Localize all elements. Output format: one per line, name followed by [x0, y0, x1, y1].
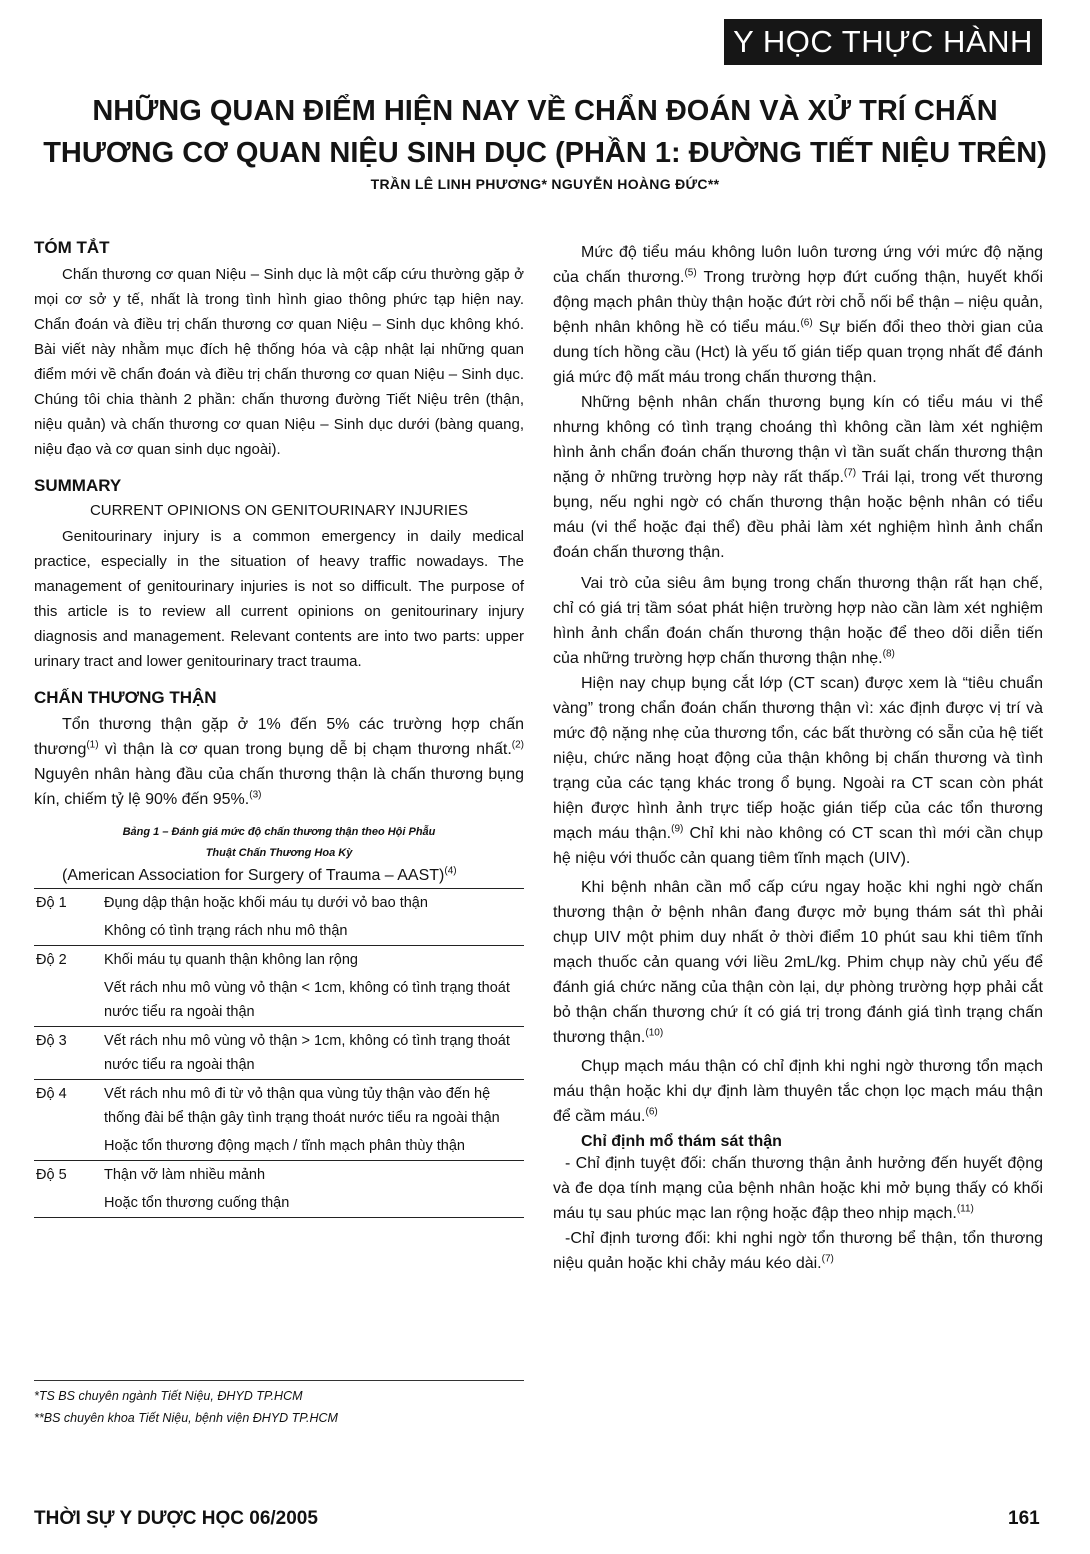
journal-footer: THỜI SỰ Y DƯỢC HỌC 06/2005: [34, 1508, 318, 1529]
summary-subtitle: CURRENT OPINIONS ON GENITOURINARY INJURIES: [89, 502, 469, 519]
kidney-paragraph: [34, 712, 524, 812]
paragraph: [553, 1226, 1043, 1276]
section-badge: Y HỌC THỰC HÀNH: [724, 19, 1042, 65]
paragraph: [553, 671, 1043, 871]
grade-description: Hoặc tổn thương cuống thận: [104, 1189, 524, 1218]
reference: (10): [645, 1027, 664, 1039]
table-row: [34, 946, 524, 975]
grade-description: Đụng dập thận hoặc khối máu tụ dưới vỏ bao thận: [104, 889, 524, 918]
text-run: Chụp mạch máu thận có chỉ định khi nghi ngờ thương tổn mạch máu thận hoặc khi dự định làm thuyên tắc chọn lọc mạch máu thận để cầm máu.: [553, 1058, 1043, 1125]
table-row: [34, 889, 524, 918]
text-run: -Chỉ định tương đối: khi nghi ngờ tổn thương bể thận, tổn thương niệu quản hoặc khi chảy máu kéo dài.: [553, 1230, 1043, 1272]
text-run: Nguyên nhân hàng đầu của chấn thương thận là chấn thương bụng kín, chiếm tỷ lệ 90% đến 95%.: [34, 766, 524, 808]
reference: (7): [843, 467, 857, 479]
reference: (8): [882, 648, 895, 660]
reference: (2): [511, 739, 524, 751]
footnote-2: **BS chuyên khoa Tiết Niệu, bệnh viện ĐHYD TP.HCM: [34, 1411, 338, 1425]
text-run: Sự biến đổi theo thời gian của dung tích hồng cầu (Hct) là yếu tố gián tiếp quan trọng nhất để đánh giá mức độ mất máu trong chấn thương thận.: [553, 319, 1043, 386]
page-number: 161: [1008, 1508, 1040, 1529]
grade-level: Độ 1: [34, 889, 104, 918]
text-run: Mức độ tiểu máu không luôn luôn tương ứng với mức độ nặng của chấn thương.: [553, 244, 1043, 286]
table-row: [34, 1161, 524, 1190]
grade-level: [34, 974, 104, 1027]
text-run: Tổn thương thận gặp ở 1% đến 5% các trường hợp chấn thương: [34, 716, 524, 758]
paragraph: [553, 875, 1043, 1050]
text-run: Khi bệnh nhân cần mổ cấp cứu ngay hoặc khi nghi ngờ chấn thương thận ở bệnh nhân đang được mở bụng thám sát thì phải chụp UIV một phim duy nhất ở thời điểm 10 phút sau khi tiêm tĩnh mạch thuốc cản quang với liều 2mL/kg. Phim chụp này chủ yếu để đánh giá chức năng của thận còn lại, dự phòng trường hợp phải cắt bỏ thận chấn thương chứ ít có giá trị trong đánh giá tình trạng chấn thương thận.: [553, 879, 1043, 1046]
paragraph: [553, 240, 1043, 390]
footnote-1: *TS BS chuyên ngành Tiết Niệu, ĐHYD TP.HCM: [34, 1389, 303, 1403]
paragraph: [553, 1151, 1043, 1226]
text-run: Chỉ khi nào không có CT scan thì mới cần chụp hệ niệu với thuốc cản quang tiêm tĩnh mạch (UIV).: [553, 825, 1043, 867]
reference: (6): [645, 1106, 658, 1118]
grade-level: Độ 5: [36, 1167, 67, 1183]
caption-line-1: Bảng 1 – Đánh giá mức độ chấn thương thận theo Hội Phẫu: [122, 826, 436, 838]
reference: (4): [444, 865, 457, 877]
section-heading-kidney: CHẤN THƯƠNG THẬN: [34, 688, 217, 707]
grade-description: Vết rách nhu mô vùng vỏ thận > 1cm, không có tình trạng thoát nước tiểu ra ngoài thận: [104, 1027, 524, 1080]
grade-description: Khối máu tụ quanh thận không lan rộng: [104, 952, 358, 968]
grade-description: Không có tình trạng rách nhu mô thận: [104, 917, 524, 946]
paragraph: [553, 390, 1043, 565]
text-run: Những bệnh nhân chấn thương bụng kín có tiểu máu vi thể nhưng không có tình trạng choáng thì không cần làm xét nghiệm hình ảnh chẩn đoán chấn thương thận vì tần suất chấn thương thận nặng ở những trường hợp này rất thấp.: [553, 394, 1043, 486]
grade-description: Vết rách nhu mô đi từ vỏ thận qua vùng tủy thận vào đến hệ thống đài bể thận gây tình trạng thoát nước tiểu ra ngoài thận: [104, 1086, 500, 1126]
table-row: [34, 1189, 524, 1218]
title-line-2: THƯƠNG CƠ QUAN NIỆU SINH DỤC (PHẦN 1: ĐƯỜNG TIẾT NIỆU TRÊN): [43, 137, 1047, 169]
reference: (5): [684, 267, 697, 279]
text-run: vì thận là cơ quan trong bụng dễ bị chạm thương nhất.: [98, 741, 512, 758]
table-row: [34, 917, 524, 946]
grading-table: [34, 888, 524, 1218]
reference: (11): [956, 1203, 974, 1215]
grade-level: Độ 2: [36, 952, 67, 968]
grade-level: [34, 1189, 104, 1218]
title-line-1: NHỮNG QUAN ĐIỂM HIỆN NAY VỀ CHẨN ĐOÁN VÀ XỬ TRÍ CHẤN: [92, 95, 998, 127]
summary-heading: SUMMARY: [34, 476, 122, 495]
table-row: [34, 1080, 524, 1133]
reference: (6): [800, 317, 813, 329]
table-source: [34, 864, 524, 888]
grade-description: Vết rách nhu mô vùng vỏ thận < 1cm, không có tình trạng thoát nước tiểu ra ngoài thận: [104, 974, 524, 1027]
abstract-text: Chấn thương cơ quan Niệu – Sinh dục là một cấp cứu thường gặp ở mọi cơ sở y tế, nhất là trong tình hình giao thông phức tạp hiện nay. Chẩn đoán và điều trị chấn thương cơ quan Niệu – Sinh dục không khó. Bài viết này nhằm mục đích hệ thống hóa và cập nhật lại những quan điểm mới về chẩn đoán và điều trị chấn thương cơ quan Niệu – Sinh dục. Chúng tôi chia thành 2 phần: chấn thương đường Tiết Niệu trên (thận, niệu quản) và chấn thương cơ quan Niệu – Sinh dục dưới (bàng quang, niệu đạo và cơ quan sinh dục ngoài).: [34, 266, 524, 458]
text-run: - Chỉ định tuyệt đối: chấn thương thận ảnh hưởng đến huyết động và đe dọa tính mạng của bệnh nhân hoặc khi mở bụng thấy có khối máu tụ sau phúc mạc lan rộng hoặc đập theo nhịp mạch.: [553, 1155, 1043, 1222]
paragraph: [553, 571, 1043, 671]
paragraph: [553, 1054, 1043, 1129]
article-title: [30, 90, 1060, 174]
footnotes: [34, 1380, 524, 1429]
grade-description: Thận vỡ làm nhiều mảnh: [104, 1167, 266, 1183]
text-run: Trái lại, trong vết thương bụng, nếu nghi ngờ có chấn thương thận hoặc bệnh nhân có tiểu máu (vi thể hoặc đại thể) đều phải làm xét nghiệm hình ảnh chẩn đoán chấn thương thận.: [553, 469, 1043, 561]
text-run: Trong trường hợp đứt cuống thận, huyết khối động mạch phân thùy thận hoặc đứt rời chỗ nối bể thận – niệu quản, bệnh nhân không hề có tiểu máu.: [553, 269, 1043, 336]
grade-level: [34, 1132, 104, 1161]
grade-level: [34, 917, 104, 946]
right-column: [553, 240, 1043, 1276]
grade-level: Độ 4: [36, 1086, 67, 1102]
text-run: Vai trò của siêu âm bụng trong chấn thương thận rất hạn chế, chỉ có giá trị tầm sóat phát hiện trường hợp nào cần làm xét nghiệm hình ảnh chẩn đoán chấn thương thận hoặc để theo dõi diễn tiến của những trường hợp chấn thương thận nhẹ.: [553, 575, 1043, 667]
table-row: [34, 974, 524, 1027]
subheading: Chỉ định mổ thám sát thận: [581, 1133, 782, 1150]
table-row: [34, 1027, 524, 1080]
caption-line-2: Thuật Chấn Thương Hoa Kỳ: [205, 847, 353, 859]
reference: (7): [821, 1253, 834, 1265]
summary-text: Genitourinary injury is a common emergency in daily medical practice, especially in the situation of heavy traffic nowadays. The management of genitourinary injuries is not so difficult. The purpose of this article is to review all current opinions on genitourinary injury diagnosis and management. Relevant contents are into two parts: upper urinary tract and lower genitourinary tract trauma.: [34, 528, 524, 670]
authors: TRẦN LÊ LINH PHƯƠNG* NGUYỄN HOÀNG ĐỨC**: [370, 176, 720, 192]
reference: (1): [86, 739, 99, 751]
table-row: [34, 1132, 524, 1161]
grade-level: Độ 3: [34, 1027, 104, 1080]
reference: (3): [249, 789, 262, 801]
reference: (9): [671, 823, 684, 835]
text-run: Hiện nay chụp bụng cắt lớp (CT scan) được xem là “tiêu chuẩn vàng” trong chẩn đoán chấn thương thận vì: xác định được vị trí và mức độ nặng nhẹ của thương tổn, các bất thường có sẵn của hệ tiết niệu, chức năng hoạt động của thận không bị chấn thương và tình trạng của các tạng khác trong ổ bụng. Ngoài ra CT scan còn phát hiện được hình ảnh trực tiếp hoặc gián tiếp của các tổn thương mạch máu thận.: [553, 675, 1043, 842]
grade-description: Hoặc tổn thương động mạch / tĩnh mạch phân thùy thận: [104, 1132, 524, 1161]
table-caption: [34, 822, 524, 864]
aast-text: (American Association for Surgery of Trauma – AAST): [62, 867, 445, 884]
abstract-heading: TÓM TẮT: [34, 238, 110, 257]
left-column: [34, 238, 524, 1218]
